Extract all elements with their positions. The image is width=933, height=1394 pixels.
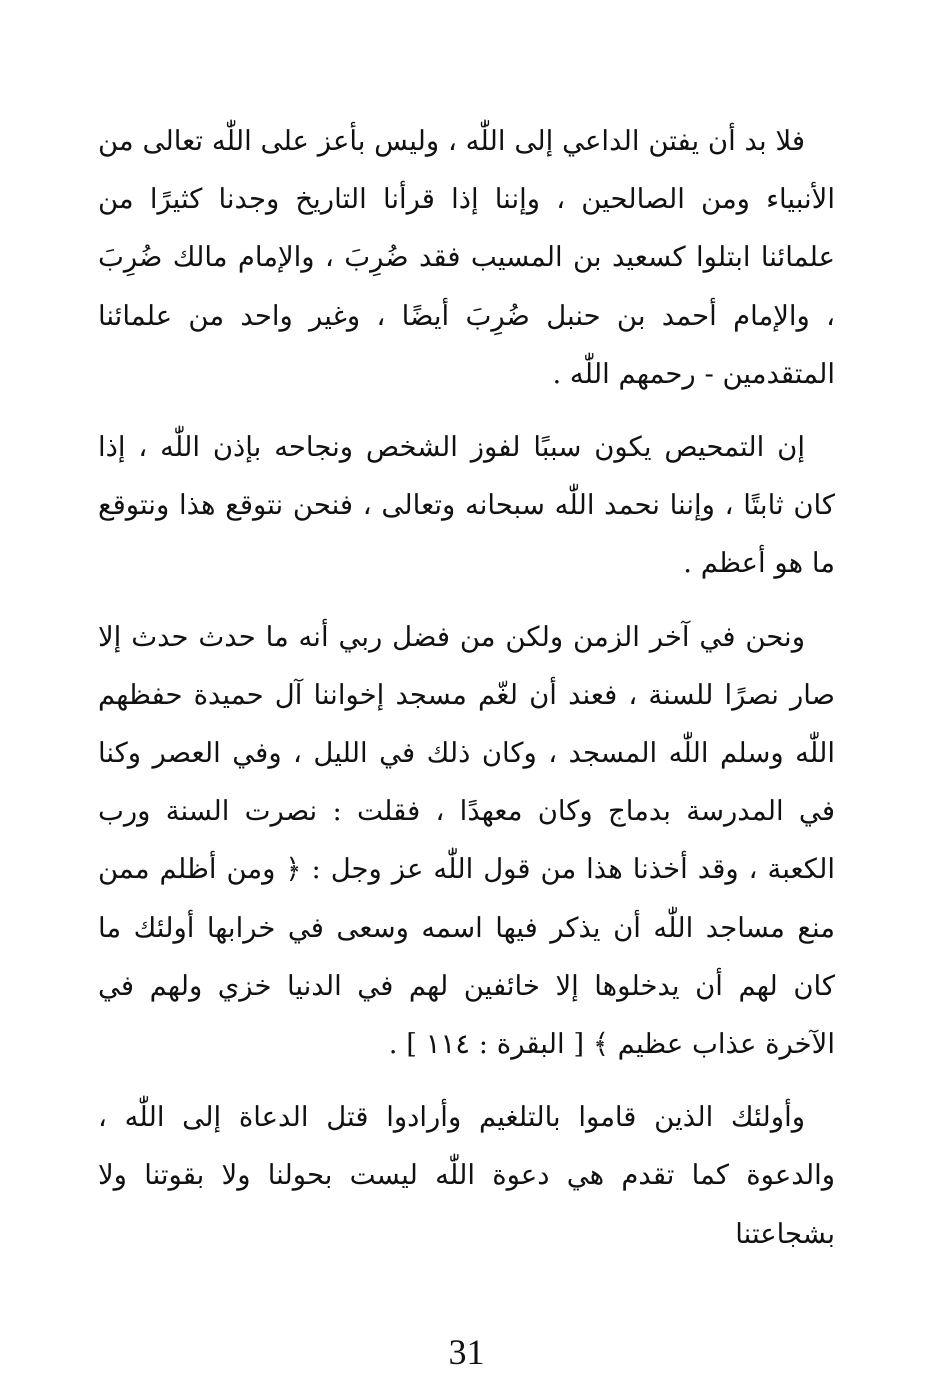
paragraph-dawah: وأولئك الذين قاموا بالتلغيم وأرادوا قتل الدعاة إلى اللّٰه ، والدعوة كما تقدم هي دعوة اللّٰه ليست بحولنا ولا بقوتنا ولا بشجاعتنا [98, 1101, 835, 1250]
paragraph-mosque-victory: ونحن في آخر الزمن ولكن من فضل ربي أنه ما حدث حدث إلا صار نصرًا للسنة ، فعند أن لغّم مسجد إخواننا آل حميدة حفظهم اللّٰه وسلم اللّٰه المسجد ، وكان ذلك في الليل ، وفي العصر وكنا في المدرسة بدماج وكان معهدًا ، فقلت : نصرت السنة ورب الكعبة ، وقد أخذنا هذا من قول اللّٰه عز وجل : ﴿ ومن أظلم ممن منع مساجد اللّٰه أن يذكر فيها اسمه وسعى في خرابها أولئك ما كان لهم أن يدخلوها إلا خائفين لهم في الدنيا خزي ولهم في الآخرة عذاب عظيم ﴾ [ البقرة : ١١٤ ] . [98, 620, 835, 1061]
paragraph-trials-of-scholars: فلا بد أن يفتن الداعي إلى اللّٰه ، وليس بأعز على اللّٰه تعالى من الأنبياء ومن الصالحين ، وإننا إذا قرأنا التاريخ وجدنا كثيرًا من علمائنا ابتلوا كسعيد بن المسيب فقد ضُرِبَ ، والإمام مالك ضُرِبَ ، والإمام أحمد بن حنبل ضُرِبَ أيضًا ، وغير واحد من علمائنا المتقدمين - رحمهم اللّٰه . [98, 125, 835, 390]
page-number: 31 [448, 1332, 485, 1372]
paragraph-purification: إن التمحيص يكون سببًا لفوز الشخص ونجاحه بإذن اللّٰه ، إذا كان ثابتًا ، وإننا نحمد اللّٰه سبحانه وتعالى ، فنحن نتوقع هذا ونتوقع ما هو أعظم . [98, 431, 835, 580]
body-text [98, 112, 835, 1263]
